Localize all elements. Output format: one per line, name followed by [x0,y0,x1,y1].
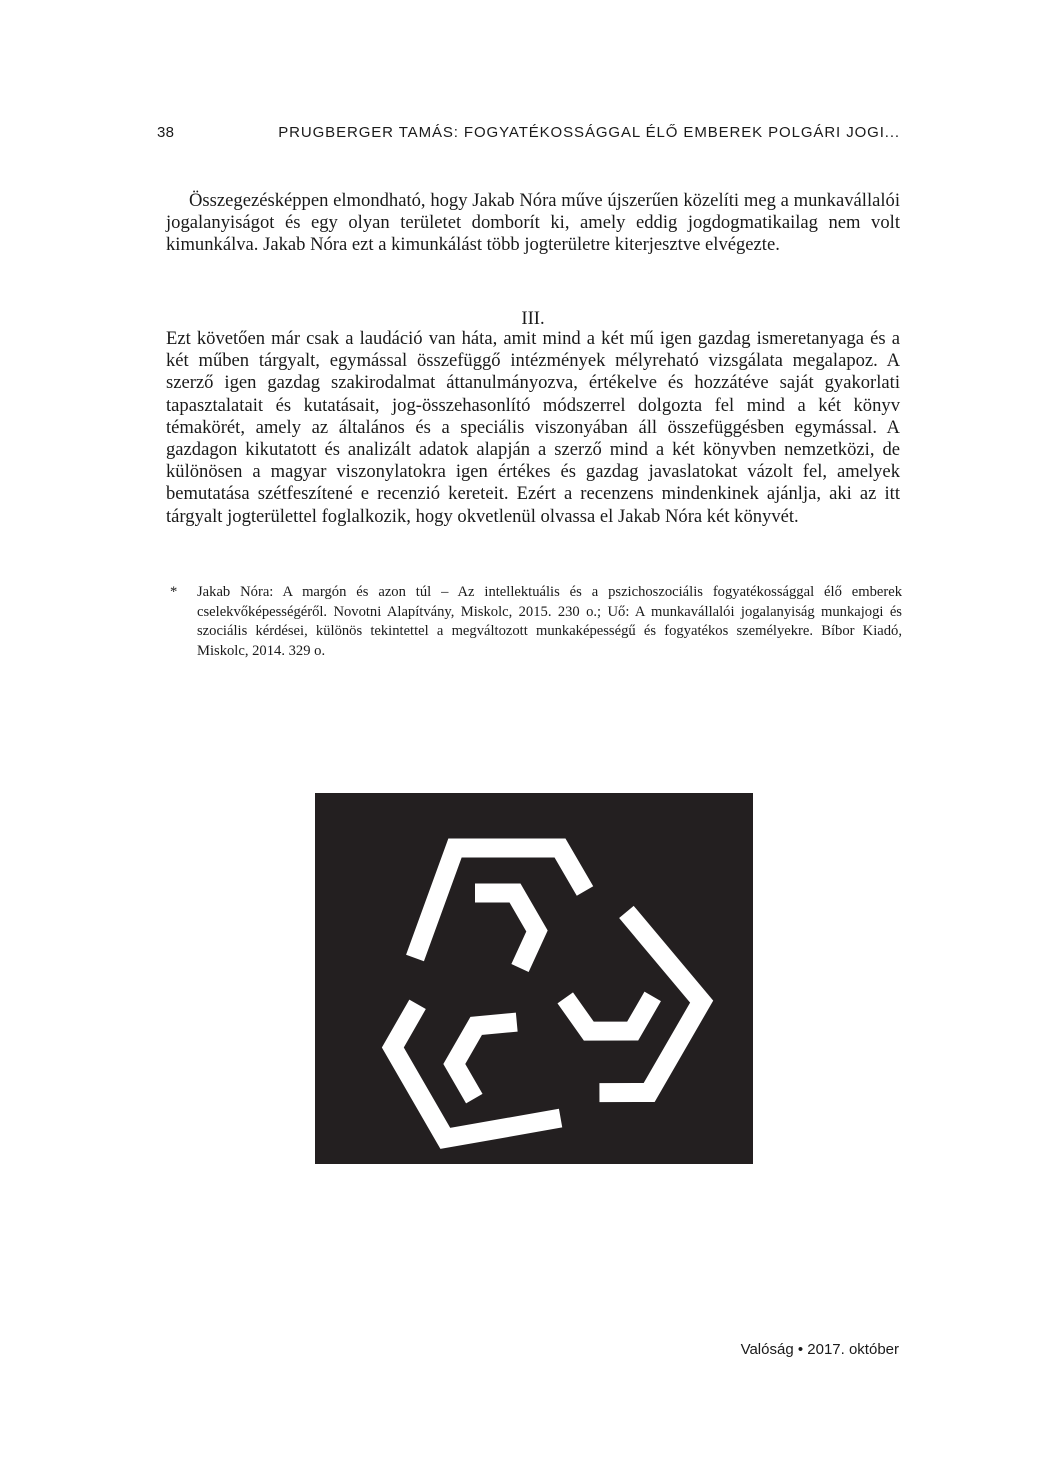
paragraph-laudation: Ezt követően már csak a laudáció van háta, amit mind a két mű igen gazdag ismeretanyaga és a két műben tárgyalt, egymással összefüggő intézmények mélyreható vizsgálata megalapoz. A szerző igen gazdag szakirodalmat áttanulmányozva, értékelve és hozzátéve saját gyakorlati tapasztalatait és kutatásait, jog-összehasonlító módszerrel dolgozta fel mind a két könyv témakörét, amely az általános és a speciális viszonyában áll összefüggésben egymással. A gazdagon kikutatott és analizált adatok alapján a szerző mind a két könyvben nemzetközi, de különösen a magyar viszonylatokra igen értékes és gazdag javaslatokat vázolt fel, amelyek bemutatása szétfeszítené e recenzió kereteit. Ezért a recenzens mindenkinek ajánlja, aki az itt tárgyalt jogterülettel foglalkozik, hogy okvetlenül olvassa el Jakab Nóra két könyvét. [166,328,900,527]
footnote-marker: * [170,584,178,600]
footnote-text: Jakab Nóra: A margón és azon túl – Az intellektuális és a pszichoszociális fogyatékossággal élő emberek cselekvőképességéről. Novotni Alapítvány, Miskolc, 2015. 230 o.; Uő: A munkavállalói jogalanyiság munkajogi és szociális kérdései, különös tekintettel a megváltozott munkaképességű és fogyatékos személyekre. Bíbor Kiadó, Miskolc, 2014. 329 o. [197,584,902,659]
footnote [170,583,902,661]
section-heading: III. [521,308,545,329]
interlaced-hexagon-knot-icon [315,793,753,1164]
running-title: PRUGBERGER TAMÁS: FOGYATÉKOSSÁGGAL ÉLŐ EMBEREK POLGÁRI JOGI... [278,124,900,141]
paragraph-conclusion: Összegezésképpen elmondható, hogy Jakab Nóra műve újszerűen közelíti meg a munkavállalói jogalanyiságot és egy olyan területet domborít ki, amely eddig jogdogmatikailag nem volt kimunkálva. Jakab Nóra ezt a kimunkálást több jogterületre kiterjesztve elvégezte. [166,190,900,256]
journal-footer: Valóság • 2017. október [740,1341,899,1358]
page-number: 38 [157,124,175,141]
decorative-figure [315,793,753,1164]
